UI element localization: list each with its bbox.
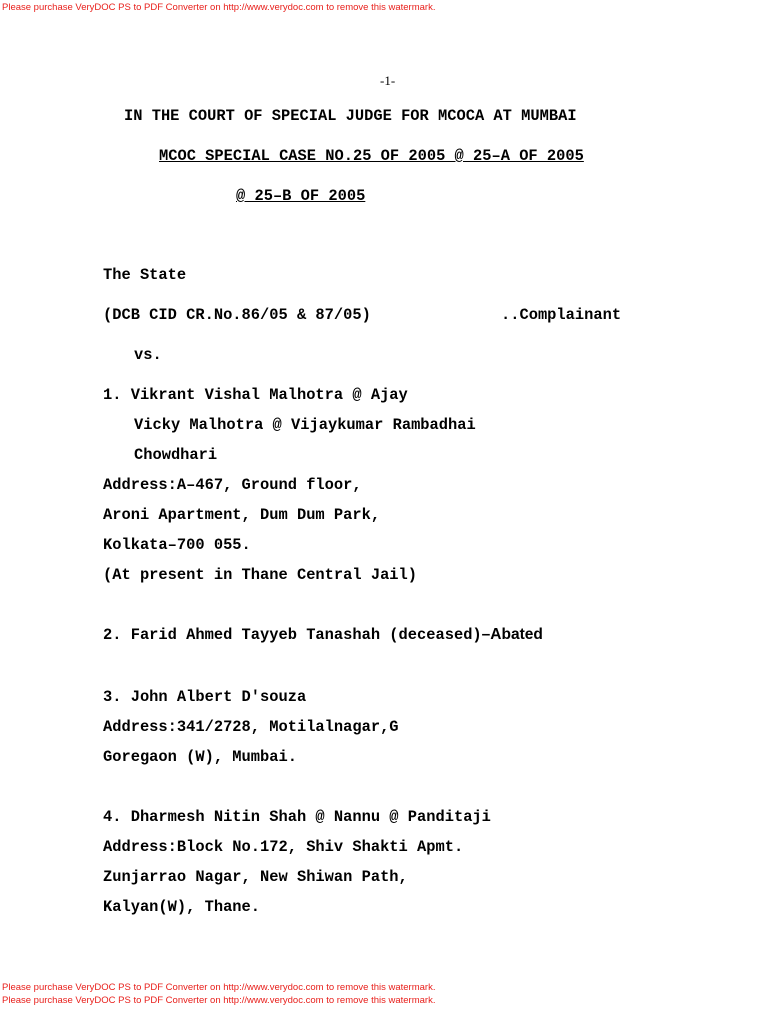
case-number-line-1: MCOC SPECIAL CASE NO.25 OF 2005 @ 25–A OF 2005 <box>159 147 584 165</box>
accused-1-name-line-2: Vicky Malhotra @ Vijaykumar Rambadhai <box>134 416 476 434</box>
accused-3-name: 3. John Albert D'souza <box>103 688 307 706</box>
accused-3-address-2: Goregaon (W), Mumbai. <box>103 748 297 766</box>
accused-1-address-1: Address:A–467, Ground floor, <box>103 476 362 494</box>
complainant-role: ..Complainant <box>501 306 622 324</box>
accused-4-address-3: Kalyan(W), Thane. <box>103 898 261 916</box>
accused-1-address-3: Kolkata–700 055. <box>103 536 251 554</box>
court-heading: IN THE COURT OF SPECIAL JUDGE FOR MCOCA AT MUMBAI <box>124 107 577 125</box>
complainant-name: The State <box>103 266 187 284</box>
accused-3-address-1: Address:341/2728, Motilalnagar,G <box>103 718 399 736</box>
accused-2-name: 2. Farid Ahmed Tayyeb Tanashah (deceased) <box>103 626 482 644</box>
watermark-bottom-2: Please purchase VeryDOC PS to PDF Converter on http://www.verydoc.com to remove this watermark. <box>2 995 436 1006</box>
accused-1-name-line-3: Chowdhari <box>134 446 218 464</box>
case-number-line-2: @ 25–B OF 2005 <box>236 187 366 205</box>
accused-1-name-line-1: 1. Vikrant Vishal Malhotra @ Ajay <box>103 386 408 404</box>
accused-4-address-1: Address:Block No.172, Shiv Shakti Apmt. <box>103 838 464 856</box>
watermark-top: Please purchase VeryDOC PS to PDF Converter on http://www.verydoc.com to remove this watermark. <box>2 2 436 13</box>
accused-2-entry <box>103 626 543 644</box>
accused-2-status: –Abated <box>481 626 543 643</box>
watermark-bottom-1: Please purchase VeryDOC PS to PDF Converter on http://www.verydoc.com to remove this watermark. <box>2 982 436 993</box>
accused-4-name: 4. Dharmesh Nitin Shah @ Nannu @ Panditaji <box>103 808 491 826</box>
complainant-reference: (DCB CID CR.No.86/05 & 87/05) <box>103 306 371 324</box>
accused-4-address-2: Zunjarrao Nagar, New Shiwan Path, <box>103 868 408 886</box>
page-number: -1- <box>380 73 396 88</box>
accused-1-custody-note: (At present in Thane Central Jail) <box>103 566 418 584</box>
versus-label: vs. <box>134 346 162 364</box>
accused-1-address-2: Aroni Apartment, Dum Dum Park, <box>103 506 381 524</box>
